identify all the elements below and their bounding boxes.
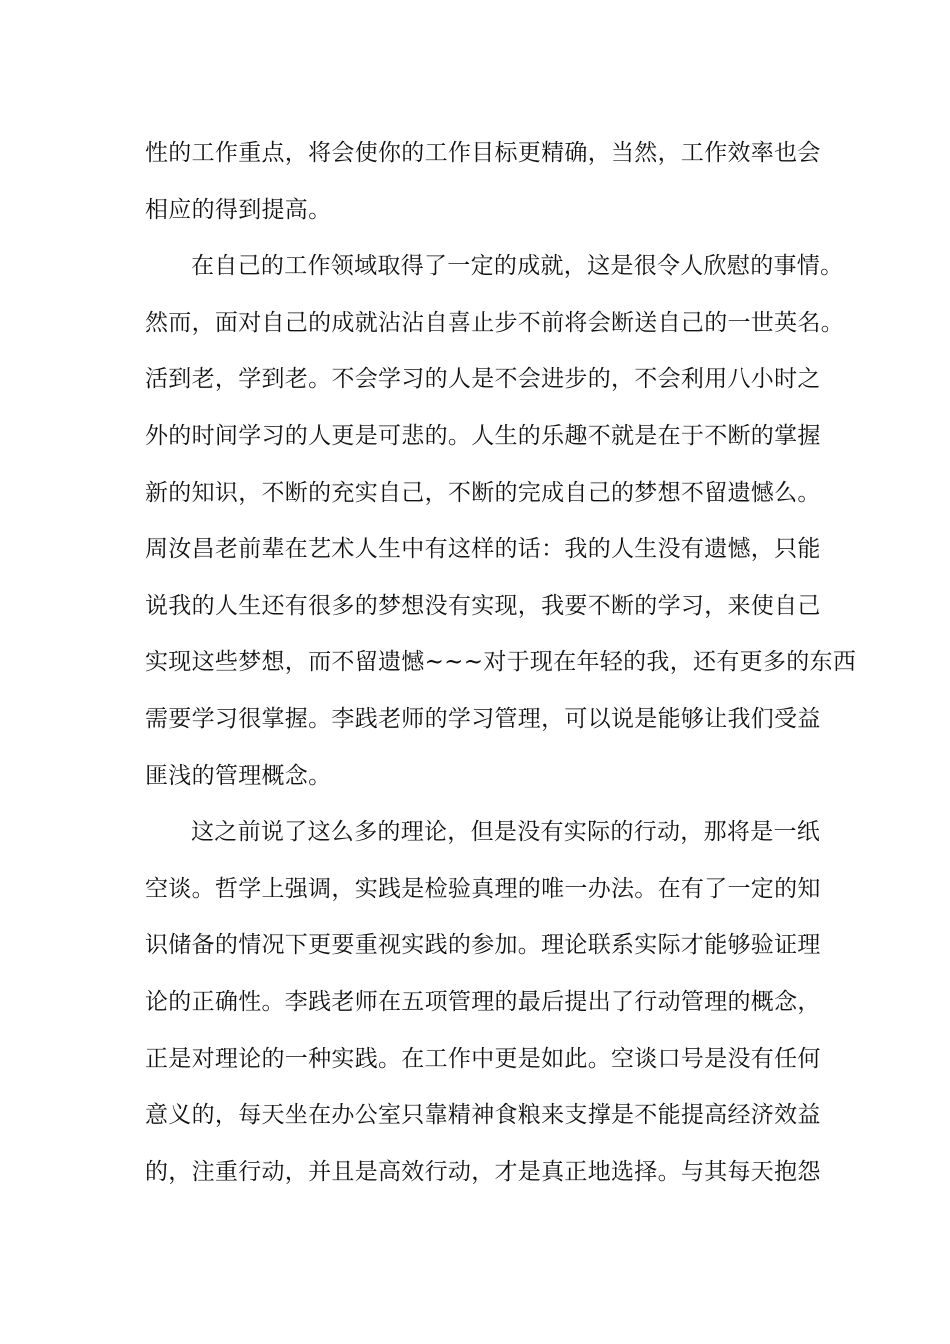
text-line: 匪浅的管理概念。 xyxy=(145,762,332,789)
text-line: 性的工作重点，将会使你的工作目标更精确，当然，工作效率也会 xyxy=(145,140,821,166)
text-line: 这之前说了这么多的理论，但是没有实际的行动，那将是一纸 xyxy=(191,819,821,846)
text-line: 说我的人生还有很多的梦想没有实现，我要不断的学习，来使自己 xyxy=(145,592,821,619)
text-line: 正是对理论的一种实践。在工作中更是如此。空谈口号是没有任何 xyxy=(145,1045,821,1072)
document-body xyxy=(145,130,857,1205)
text-line: 空谈。哲学上强调，实践是检验真理的唯一办法。在有了一定的知 xyxy=(145,875,821,902)
text-line: 在自己的工作领域取得了一定的成就，这是很令人欣慰的事情。 xyxy=(191,253,844,280)
text-line: 活到老，学到老。不会学习的人是不会进步的，不会利用八小时之 xyxy=(145,366,821,393)
text-line: 新的知识，不断的充实自己，不断的完成自己的梦想不留遗憾么。 xyxy=(145,479,821,506)
text-line: 论的正确性。李践老师在五项管理的最后提出了行动管理的概念， xyxy=(145,988,821,1015)
text-line: 外的时间学习的人更是可悲的。人生的乐趣不就是在于不断的掌握 xyxy=(145,422,821,449)
text-line: 然而，面对自己的成就沾沾自喜止步不前将会断送自己的一世英名。 xyxy=(145,309,844,336)
text-line: 意义的，每天坐在办公室只靠精神食粮来支撑是不能提高经济效益 xyxy=(145,1102,821,1129)
text-line: 相应的得到提高。 xyxy=(145,196,332,223)
text-line: 周汝昌老前辈在艺术人生中有这样的话：我的人生没有遗憾，只能 xyxy=(145,536,821,563)
text-line: 实现这些梦想，而不留遗憾~~~对于现在年轻的我，还有更多的东西 xyxy=(145,649,857,676)
text-line: 识储备的情况下更要重视实践的参加。理论联系实际才能够验证理 xyxy=(145,932,821,959)
text-line: 需要学习很掌握。李践老师的学习管理，可以说是能够让我们受益 xyxy=(145,705,821,732)
text-line: 的，注重行动，并且是高效行动，才是真正地选择。与其每天抱怨 xyxy=(145,1158,821,1185)
